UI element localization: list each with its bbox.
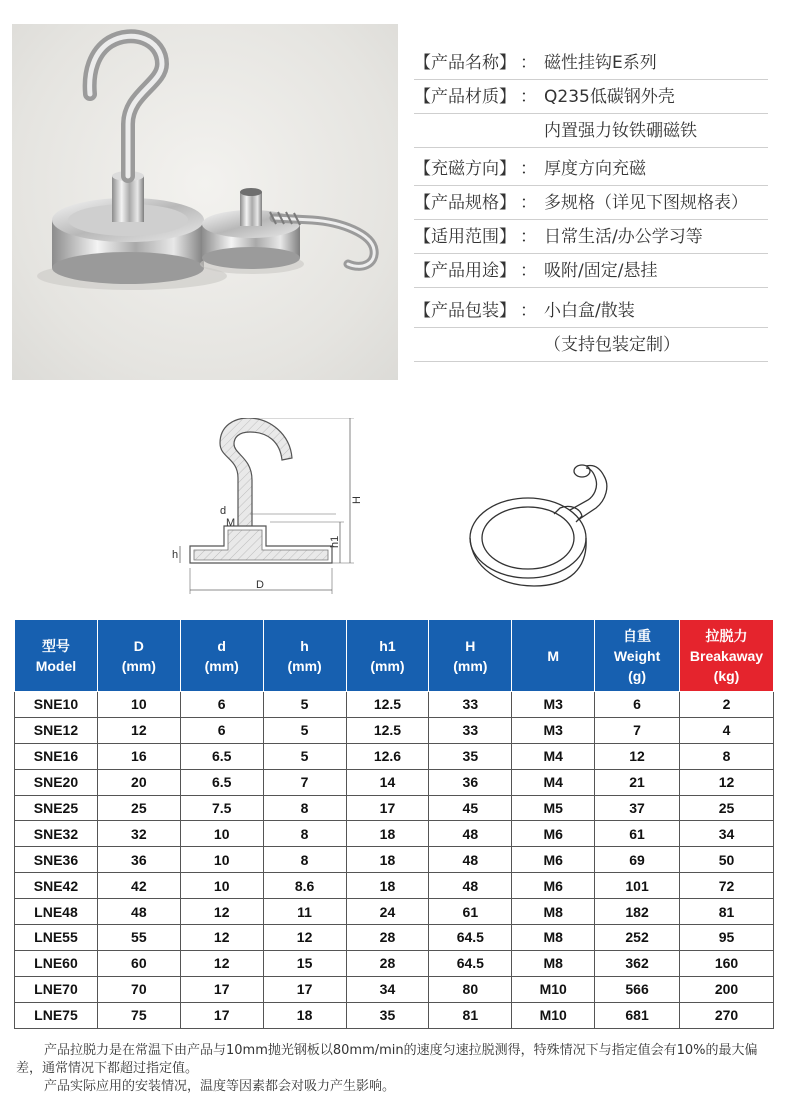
header-line: h [300, 637, 309, 654]
table-cell: 12 [97, 717, 180, 743]
table-cell: 12 [595, 743, 680, 769]
table-row [15, 976, 774, 1002]
technical-diagram [150, 418, 630, 608]
table-row [15, 795, 774, 821]
table-cell: 182 [595, 899, 680, 925]
spec-colon: ： [520, 53, 537, 73]
header-line: (mm) [204, 657, 239, 674]
column-header [15, 620, 98, 692]
spec-value: Q235低碳钢外壳 [544, 87, 675, 107]
table-cell: 12.6 [346, 743, 429, 769]
spec-value: 内置强力钕铁硼磁铁 [544, 121, 697, 141]
dim-H-label: H [351, 496, 363, 504]
spec-value: 多规格（详见下图规格表） [544, 193, 748, 213]
column-header [680, 620, 774, 692]
table-cell: 64.5 [429, 925, 512, 951]
spec-value: 吸附/固定/悬挂 [544, 261, 658, 281]
table-cell: 18 [263, 1002, 346, 1028]
table-body [15, 692, 774, 1029]
table-cell: 48 [429, 873, 512, 899]
magnetic-hook-image [12, 24, 398, 380]
table-cell: 12 [180, 899, 263, 925]
spec-row-magnetization [414, 152, 768, 186]
table-cell: 12 [180, 950, 263, 976]
spec-colon: ： [520, 193, 537, 213]
table-cell: 35 [429, 743, 512, 769]
table-row [15, 950, 774, 976]
table-cell: 566 [595, 976, 680, 1002]
table-cell: 160 [680, 950, 774, 976]
spec-label: 【产品规格】 [414, 193, 516, 213]
spec-row-usage [414, 254, 768, 288]
table-cell: 64.5 [429, 950, 512, 976]
spec-value: 日常生活/办公学习等 [544, 227, 703, 247]
table-cell: M4 [512, 743, 595, 769]
perspective-drawing [470, 465, 607, 586]
spec-row-material [414, 80, 768, 114]
table-cell: 18 [346, 847, 429, 873]
spec-row-package-2 [414, 328, 768, 362]
table-cell: 36 [97, 847, 180, 873]
spec-row-specification [414, 186, 768, 220]
spec-colon: ： [520, 159, 537, 179]
table-cell: 200 [680, 976, 774, 1002]
spec-value: （支持包装定制） [544, 335, 680, 355]
product-photo [12, 24, 398, 380]
table-cell: SNE12 [15, 717, 98, 743]
cross-section-drawing [180, 418, 354, 594]
table-cell: 8 [263, 795, 346, 821]
header-line: d [217, 637, 226, 654]
table-row [15, 692, 774, 718]
dim-d-label: d [220, 505, 227, 517]
table-cell: 7.5 [180, 795, 263, 821]
column-header [346, 620, 429, 692]
spec-colon: ： [520, 227, 537, 247]
spec-value: 厚度方向充磁 [544, 159, 646, 179]
table-cell: 8 [680, 743, 774, 769]
spec-colon: ： [520, 261, 537, 281]
header-line: Weight [613, 647, 661, 664]
table-cell: 6 [180, 692, 263, 718]
table-cell: M3 [512, 692, 595, 718]
spec-label: 【产品材质】 [414, 87, 516, 107]
table-row [15, 717, 774, 743]
table-row [15, 873, 774, 899]
spec-row-name [414, 46, 768, 80]
table-cell: 33 [429, 692, 512, 718]
table-cell: 101 [595, 873, 680, 899]
table-cell: 8 [263, 821, 346, 847]
spec-label: 【充磁方向】 [414, 159, 516, 179]
table-cell: M8 [512, 950, 595, 976]
table-cell: 14 [346, 769, 429, 795]
table-cell: 18 [346, 873, 429, 899]
table-cell: 48 [429, 847, 512, 873]
table-cell: 5 [263, 743, 346, 769]
table-cell: 8 [263, 847, 346, 873]
table-cell: SNE32 [15, 821, 98, 847]
table-cell: 12 [263, 925, 346, 951]
column-header [180, 620, 263, 692]
table-cell: SNE20 [15, 769, 98, 795]
note-line-1: 产品拉脱力是在常温下由产品与10mm抛光钢板以80mm/min的速度匀速拉脱测得，特殊情况下与指定值会有10%的最大偏差，通常情况下都超过指定值。 [16, 1043, 758, 1076]
spec-colon: ： [520, 301, 537, 321]
table-cell: 6 [595, 692, 680, 718]
table-row [15, 1002, 774, 1028]
spec-label: 【产品包装】 [414, 301, 516, 321]
table-cell: 81 [429, 1002, 512, 1028]
table-cell: 10 [97, 692, 180, 718]
table-row [15, 769, 774, 795]
table-cell: SNE36 [15, 847, 98, 873]
table-cell: 7 [263, 769, 346, 795]
dim-M-label: M [226, 517, 236, 529]
note-line-2: 产品实际应用的安装情况，温度等因素都会对吸力产生影响。 [44, 1079, 396, 1094]
table-cell: 48 [429, 821, 512, 847]
dim-D-label: D [256, 579, 264, 591]
table-cell: 15 [263, 950, 346, 976]
header-line: (mm) [287, 657, 322, 674]
spec-row-package [414, 294, 768, 328]
table-cell: 16 [97, 743, 180, 769]
table-cell: 10 [180, 847, 263, 873]
table-cell: M5 [512, 795, 595, 821]
table-cell: 36 [429, 769, 512, 795]
table-cell: 17 [180, 1002, 263, 1028]
table-cell: 25 [680, 795, 774, 821]
table-cell: 12.5 [346, 692, 429, 718]
spec-colon: ： [520, 87, 537, 107]
spec-table [14, 619, 774, 1029]
spec-row-scope [414, 220, 768, 254]
dim-h1-label: h1 [329, 535, 341, 548]
table-cell: 17 [180, 976, 263, 1002]
table-cell: 37 [595, 795, 680, 821]
table-cell: M10 [512, 976, 595, 1002]
table-cell: M8 [512, 925, 595, 951]
table-cell: 17 [263, 976, 346, 1002]
table-cell: LNE70 [15, 976, 98, 1002]
table-cell: 55 [97, 925, 180, 951]
table-cell: 5 [263, 717, 346, 743]
table-cell: 252 [595, 925, 680, 951]
table-header-row [15, 620, 774, 692]
header-line: (g) [628, 667, 646, 684]
table-cell: 72 [680, 873, 774, 899]
table-row [15, 847, 774, 873]
header-line: h1 [379, 637, 396, 654]
column-header [512, 620, 595, 692]
table-cell: M8 [512, 899, 595, 925]
table-cell: 35 [346, 1002, 429, 1028]
table-cell: M6 [512, 873, 595, 899]
column-header [595, 620, 680, 692]
table-cell: 362 [595, 950, 680, 976]
table-cell: 45 [429, 795, 512, 821]
table-cell: 50 [680, 847, 774, 873]
table-cell: 20 [97, 769, 180, 795]
table-cell: 28 [346, 925, 429, 951]
table-cell: 61 [429, 899, 512, 925]
header-line: 拉脱力 [705, 627, 748, 644]
dim-h-label: h [172, 549, 179, 561]
table-cell: 6.5 [180, 743, 263, 769]
footnotes [16, 1042, 776, 1096]
table-cell: 681 [595, 1002, 680, 1028]
table-cell: 6.5 [180, 769, 263, 795]
column-header [97, 620, 180, 692]
table-cell: 270 [680, 1002, 774, 1028]
table-cell: 33 [429, 717, 512, 743]
table-cell: LNE48 [15, 899, 98, 925]
table-cell: 95 [680, 925, 774, 951]
column-header [429, 620, 512, 692]
table-row [15, 925, 774, 951]
table-cell: 70 [97, 976, 180, 1002]
table-cell: M10 [512, 1002, 595, 1028]
table-cell: 81 [680, 899, 774, 925]
table-cell: 7 [595, 717, 680, 743]
table-cell: 4 [680, 717, 774, 743]
header-line: (mm) [121, 657, 156, 674]
table-cell: 25 [97, 795, 180, 821]
header-line: Breakaway [689, 647, 764, 664]
table-cell: 12 [180, 925, 263, 951]
header-line: (kg) [713, 667, 740, 684]
table-cell: 10 [180, 821, 263, 847]
header-line: 自重 [623, 627, 652, 644]
header-line: Model [35, 657, 77, 674]
table-cell: 10 [180, 873, 263, 899]
table-cell: 17 [346, 795, 429, 821]
table-cell: 42 [97, 873, 180, 899]
table-row [15, 899, 774, 925]
spec-value: 磁性挂钩E系列 [544, 53, 657, 73]
spec-label: 【适用范围】 [414, 227, 516, 247]
table-cell: 6 [180, 717, 263, 743]
table-cell: LNE60 [15, 950, 98, 976]
table-cell: M6 [512, 821, 595, 847]
table-cell: 69 [595, 847, 680, 873]
table-cell: M6 [512, 847, 595, 873]
table-cell: 28 [346, 950, 429, 976]
column-header [263, 620, 346, 692]
header-line: H [465, 637, 476, 654]
table-cell: 12 [680, 769, 774, 795]
header-line: D [133, 637, 144, 654]
table-cell: 80 [429, 976, 512, 1002]
table-cell: 21 [595, 769, 680, 795]
table-row [15, 743, 774, 769]
table-row [15, 821, 774, 847]
table-cell: SNE42 [15, 873, 98, 899]
table-cell: 75 [97, 1002, 180, 1028]
table-cell: 2 [680, 692, 774, 718]
header-line: 型号 [41, 637, 70, 654]
table-cell: 32 [97, 821, 180, 847]
table-cell: SNE10 [15, 692, 98, 718]
spec-label: 【产品用途】 [414, 261, 516, 281]
header-line: (mm) [370, 657, 405, 674]
table-cell: 18 [346, 821, 429, 847]
table-cell: M4 [512, 769, 595, 795]
table-cell: M3 [512, 717, 595, 743]
table-cell: LNE55 [15, 925, 98, 951]
spec-row-material-2 [414, 114, 768, 148]
table-cell: 61 [595, 821, 680, 847]
table-cell: SNE16 [15, 743, 98, 769]
table-cell: 34 [346, 976, 429, 1002]
header-line: M [547, 647, 560, 664]
table-cell: 48 [97, 899, 180, 925]
spec-label: 【产品名称】 [414, 53, 516, 73]
table-cell: 34 [680, 821, 774, 847]
table-cell: 5 [263, 692, 346, 718]
header-line: (mm) [453, 657, 488, 674]
table-cell: 11 [263, 899, 346, 925]
spec-value: 小白盒/散装 [544, 301, 635, 321]
table-cell: SNE25 [15, 795, 98, 821]
table-cell: 8.6 [263, 873, 346, 899]
table-cell: LNE75 [15, 1002, 98, 1028]
table-cell: 24 [346, 899, 429, 925]
table-cell: 12.5 [346, 717, 429, 743]
table-cell: 60 [97, 950, 180, 976]
